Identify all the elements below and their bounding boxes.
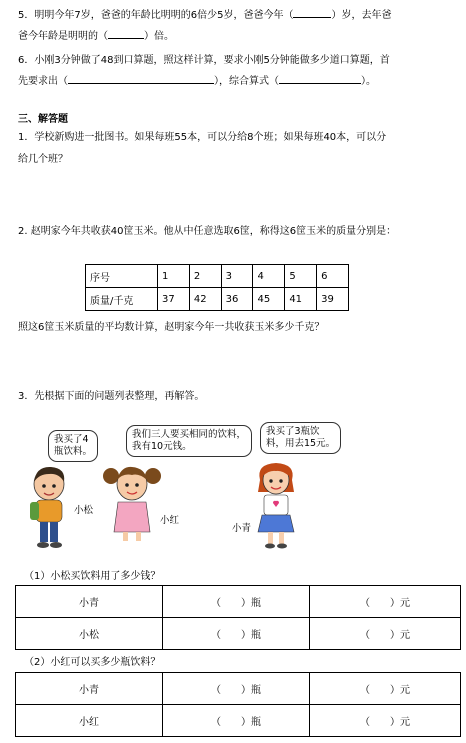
table-row — [86, 288, 349, 311]
table-row — [16, 586, 461, 618]
q6-line2 — [18, 72, 376, 87]
table-cell: 36 — [221, 288, 253, 311]
p3-text: 3．先根据下面的问题列表整理，再解答。 — [18, 391, 205, 402]
bubble-line: 我们三人要买相同的饮料， — [132, 429, 247, 440]
corn-weight-table — [85, 264, 349, 311]
table-cell[interactable]: （ ）元 — [310, 705, 461, 737]
bubble-line: 我买了3瓶饮 — [266, 426, 320, 437]
speech-bubble-xiaohong — [126, 425, 252, 457]
bubble-line: 我有10元钱。 — [132, 441, 192, 452]
q6-blank-2[interactable] — [279, 83, 361, 84]
table-cell: 39 — [317, 288, 349, 311]
table-cell[interactable]: （ ）瓶 — [163, 618, 310, 650]
q5-line2 — [18, 27, 174, 42]
sub2-title: （2）小红可以买多少瓶饮料？ — [24, 657, 161, 668]
q5-blank-1[interactable] — [293, 17, 331, 18]
q6-text-a: 先要求出（ — [18, 76, 68, 87]
girl-red-illustration — [103, 462, 161, 544]
bubble-line: 瓶饮料。 — [54, 446, 93, 457]
table-row — [16, 705, 461, 737]
table-cell: 42 — [189, 288, 221, 311]
q5-text-c: 爸今年龄是明明的（ — [18, 31, 108, 42]
q5-text-d: ）倍。 — [144, 31, 174, 42]
table-cell: 序号 — [86, 265, 158, 288]
table-cell[interactable]: （ ）瓶 — [163, 705, 310, 737]
speech-bubble-xiaoqing — [260, 422, 341, 454]
section-heading: 三、解答题 — [18, 114, 68, 125]
table-cell: 41 — [285, 288, 317, 311]
table-cell: 质量/千克 — [86, 288, 158, 311]
table-cell[interactable]: （ ）元 — [310, 618, 461, 650]
sub2-table — [15, 672, 461, 737]
girl-green-illustration — [252, 458, 300, 550]
name-xiaosong: 小松 — [74, 505, 94, 516]
table-cell: 5 — [285, 265, 317, 288]
table-cell: 2 — [189, 265, 221, 288]
p1-line2: 给几个班？ — [18, 154, 68, 165]
table-cell: 小红 — [16, 705, 163, 737]
sub1-table — [15, 585, 461, 650]
q5-text-a: 5．明明今年7岁，爸爸的年龄比明明的6倍少5岁，爸爸今年（ — [18, 10, 294, 21]
table-row — [16, 618, 461, 650]
q6-text-b: ），综合算式（ — [214, 76, 279, 87]
table-cell: 1 — [158, 265, 190, 288]
name-xiaohong: 小红 — [160, 515, 180, 526]
table-cell[interactable]: （ ）元 — [310, 673, 461, 705]
q5-blank-2[interactable] — [108, 38, 144, 39]
q6-line1: 6．小刚3分钟做了48到口算题，照这样计算，要求小刚5分钟能做多少道口算题，首 — [18, 55, 390, 66]
table-cell: 3 — [221, 265, 253, 288]
table-cell: 小松 — [16, 618, 163, 650]
table-cell[interactable]: （ ）瓶 — [163, 586, 310, 618]
q5-line1 — [18, 6, 391, 21]
p1-line1: 1．学校新购进一批图书。如果每班55本，可以分给8个班；如果每班40本，可以分 — [18, 132, 387, 143]
p2-question: 照这6筐玉米质量的平均数计算，赵明家今年一共收获玉米多少千克？ — [18, 322, 325, 333]
bubble-line: 料，用去15元。 — [266, 438, 336, 449]
p2-text: 2. 赵明家今年共收获40筐玉米。他从中任意选取6筐，称得这6筐玉米的质量分别是： — [18, 226, 397, 237]
table-cell: 37 — [158, 288, 190, 311]
table-row — [16, 673, 461, 705]
bubble-line: 我买了4 — [54, 434, 89, 445]
table-cell: 小青 — [16, 586, 163, 618]
table-cell: 45 — [253, 288, 285, 311]
q5-text-b: ）岁，去年爸 — [331, 10, 392, 21]
speech-bubble-xiaosong — [48, 430, 98, 462]
table-cell: 小青 — [16, 673, 163, 705]
sub1-title: （1）小松买饮料用了多少钱？ — [24, 571, 161, 582]
q6-blank-1[interactable] — [68, 83, 214, 84]
table-cell: 4 — [253, 265, 285, 288]
q6-text-c: ）。 — [361, 76, 376, 87]
table-cell[interactable]: （ ）元 — [310, 586, 461, 618]
table-cell: 6 — [317, 265, 349, 288]
name-xiaoqing: 小青 — [232, 523, 252, 534]
table-cell[interactable]: （ ）瓶 — [163, 673, 310, 705]
table-row — [86, 265, 349, 288]
boy-illustration — [26, 462, 72, 550]
